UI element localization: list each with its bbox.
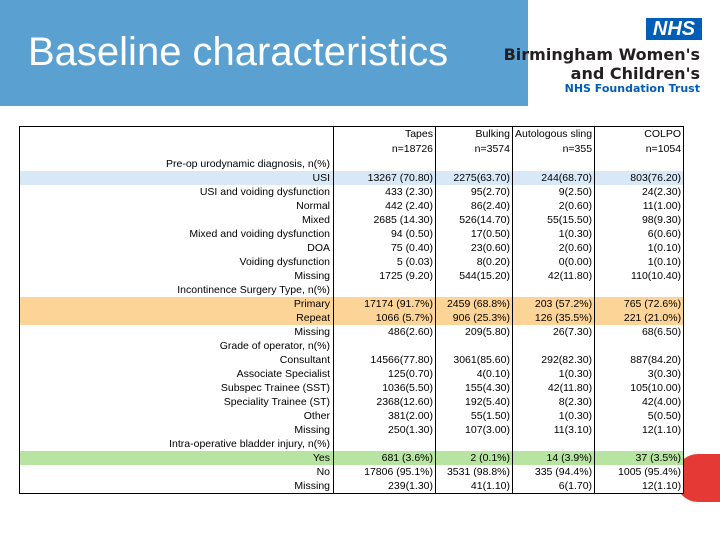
table-cell: 2(0.60) [513, 199, 595, 213]
table-n-row [20, 142, 684, 157]
row-label: Other [20, 409, 334, 423]
row-label: Subspec Trainee (SST) [20, 381, 334, 395]
column-n: n=1054 [595, 142, 684, 157]
row-label: Primary [20, 297, 334, 311]
table-cell: 17806 (95.1%) [334, 465, 436, 479]
table-cell: 544(15.20) [436, 269, 513, 283]
table-row [20, 283, 684, 297]
table-cell: 1066 (5.7%) [334, 311, 436, 325]
row-label: Missing [20, 479, 334, 494]
table-cell: 1(0.30) [513, 409, 595, 423]
table-cell: 4(0.10) [436, 367, 513, 381]
table-header-row [20, 127, 684, 143]
table-cell [334, 437, 436, 451]
table-cell: 12(1.10) [595, 479, 684, 494]
table-cell: 803(76.20) [595, 171, 684, 185]
table-cell: 486(2.60) [334, 325, 436, 339]
logo-line-3: NHS Foundation Trust [564, 82, 700, 95]
table-cell: 68(6.50) [595, 325, 684, 339]
nhs-logo-icon: NHS [646, 18, 702, 40]
table-cell: 42(11.80) [513, 269, 595, 283]
table-cell [436, 157, 513, 171]
table-row [20, 213, 684, 227]
row-label: Mixed and voiding dysfunction [20, 227, 334, 241]
table-cell: 110(10.40) [595, 269, 684, 283]
table-row [20, 171, 684, 185]
column-n: n=355 [513, 142, 595, 157]
row-label: Missing [20, 269, 334, 283]
column-n: n=18726 [334, 142, 436, 157]
title-band [0, 0, 528, 106]
table-cell [436, 437, 513, 451]
table-cell: 14 (3.9%) [513, 451, 595, 465]
table-cell: 526(14.70) [436, 213, 513, 227]
row-label: Speciality Trainee (ST) [20, 395, 334, 409]
column-header: COLPO [595, 127, 684, 143]
table-cell: 98(9.30) [595, 213, 684, 227]
logo-line-2: and Children's [570, 64, 700, 83]
table-cell [334, 157, 436, 171]
table-cell: 0(0.00) [513, 255, 595, 269]
table-cell: 86(2.40) [436, 199, 513, 213]
table-cell: 11(3.10) [513, 423, 595, 437]
table-cell [513, 283, 595, 297]
table-cell: 887(84.20) [595, 353, 684, 367]
table-cell: 37 (3.5%) [595, 451, 684, 465]
table-row [20, 269, 684, 283]
table-cell: 906 (25.3%) [436, 311, 513, 325]
table-cell: 75 (0.40) [334, 241, 436, 255]
table-cell: 3061(85.60) [436, 353, 513, 367]
table-cell: 24(2.30) [595, 185, 684, 199]
table-cell: 433 (2.30) [334, 185, 436, 199]
table-cell: 2459 (68.8%) [436, 297, 513, 311]
row-label: Consultant [20, 353, 334, 367]
header-empty-cell [20, 127, 334, 143]
table-cell: 55(1.50) [436, 409, 513, 423]
row-label: Missing [20, 325, 334, 339]
table-row [20, 325, 684, 339]
row-label: USI and voiding dysfunction [20, 185, 334, 199]
table-cell: 5 (0.03) [334, 255, 436, 269]
column-header: Autologous sling [513, 127, 595, 143]
table-cell [436, 283, 513, 297]
table-row [20, 185, 684, 199]
table-row [20, 451, 684, 465]
table-cell: 335 (94.4%) [513, 465, 595, 479]
table-cell: 95(2.70) [436, 185, 513, 199]
table-cell: 13267 (70.80) [334, 171, 436, 185]
table-cell [595, 339, 684, 353]
table-cell: 42(4.00) [595, 395, 684, 409]
table-cell: 41(1.10) [436, 479, 513, 494]
row-label: No [20, 465, 334, 479]
table-cell: 42(11.80) [513, 381, 595, 395]
table-cell: 126 (35.5%) [513, 311, 595, 325]
table-cell: 2 (0.1%) [436, 451, 513, 465]
table-cell: 6(0.60) [595, 227, 684, 241]
table-cell: 105(10.00) [595, 381, 684, 395]
slide-title: Baseline characteristics [28, 30, 449, 74]
table-row [20, 199, 684, 213]
table-cell: 8(2.30) [513, 395, 595, 409]
table-cell: 17174 (91.7%) [334, 297, 436, 311]
row-label: Repeat [20, 311, 334, 325]
row-label: Voiding dysfunction [20, 255, 334, 269]
table-cell: 3(0.30) [595, 367, 684, 381]
row-label: Associate Specialist [20, 367, 334, 381]
table-cell: 12(1.10) [595, 423, 684, 437]
table-cell: 1(0.30) [513, 367, 595, 381]
table-cell: 209(5.80) [436, 325, 513, 339]
table-row [20, 423, 684, 437]
table-cell: 9(2.50) [513, 185, 595, 199]
table-cell: 1725 (9.20) [334, 269, 436, 283]
table-cell: 55(15.50) [513, 213, 595, 227]
table-body [20, 127, 684, 494]
table-cell: 5(0.50) [595, 409, 684, 423]
table-cell [595, 437, 684, 451]
logo-line-1: Birmingham Women's [503, 45, 700, 64]
table-cell: 125(0.70) [334, 367, 436, 381]
row-label: Missing [20, 423, 334, 437]
column-header: Tapes [334, 127, 436, 143]
table-cell: 14566(77.80) [334, 353, 436, 367]
table-cell: 250(1.30) [334, 423, 436, 437]
row-label: DOA [20, 241, 334, 255]
baseline-table-container [19, 126, 684, 494]
table-row [20, 311, 684, 325]
table-cell [334, 283, 436, 297]
table-cell: 381(2.00) [334, 409, 436, 423]
table-cell: 765 (72.6%) [595, 297, 684, 311]
table-cell: 203 (57.2%) [513, 297, 595, 311]
table-cell [436, 339, 513, 353]
row-label: Pre-op urodynamic diagnosis, n(%) [20, 157, 334, 171]
row-label: Normal [20, 199, 334, 213]
table-row [20, 353, 684, 367]
table-cell: 11(1.00) [595, 199, 684, 213]
table-cell [595, 283, 684, 297]
table-cell: 1(0.10) [595, 255, 684, 269]
table-cell: 94 (0.50) [334, 227, 436, 241]
table-cell: 2368(12.60) [334, 395, 436, 409]
table-cell [513, 157, 595, 171]
table-cell: 239(1.30) [334, 479, 436, 494]
table-cell: 681 (3.6%) [334, 451, 436, 465]
table-row [20, 297, 684, 311]
table-row [20, 395, 684, 409]
table-row [20, 409, 684, 423]
row-label: Mixed [20, 213, 334, 227]
table-cell: 221 (21.0%) [595, 311, 684, 325]
table-cell: 2275(63.70) [436, 171, 513, 185]
table-cell: 442 (2.40) [334, 199, 436, 213]
table-row [20, 465, 684, 479]
baseline-table [19, 126, 684, 494]
table-cell: 23(0.60) [436, 241, 513, 255]
table-cell: 2(0.60) [513, 241, 595, 255]
table-cell: 1(0.30) [513, 227, 595, 241]
table-row [20, 479, 684, 494]
slide-header [0, 0, 720, 106]
table-row [20, 381, 684, 395]
row-label: USI [20, 171, 334, 185]
column-n: n=3574 [436, 142, 513, 157]
table-cell [513, 339, 595, 353]
table-row [20, 367, 684, 381]
table-cell: 1(0.10) [595, 241, 684, 255]
table-cell [513, 437, 595, 451]
table-row [20, 227, 684, 241]
table-cell [334, 339, 436, 353]
table-cell [595, 157, 684, 171]
row-label: Incontinence Surgery Type, n(%) [20, 283, 334, 297]
table-cell: 107(3.00) [436, 423, 513, 437]
column-header: Bulking [436, 127, 513, 143]
table-cell: 6(1.70) [513, 479, 595, 494]
row-label: Intra-operative bladder injury, n(%) [20, 437, 334, 451]
table-cell: 244(68.70) [513, 171, 595, 185]
row-label: Yes [20, 451, 334, 465]
table-cell: 192(5.40) [436, 395, 513, 409]
row-label: Grade of operator, n(%) [20, 339, 334, 353]
table-cell: 17(0.50) [436, 227, 513, 241]
table-cell: 2685 (14.30) [334, 213, 436, 227]
table-row [20, 437, 684, 451]
table-row [20, 241, 684, 255]
table-cell: 1036(5.50) [334, 381, 436, 395]
table-cell: 292(82.30) [513, 353, 595, 367]
table-cell: 3531 (98.8%) [436, 465, 513, 479]
table-row [20, 339, 684, 353]
table-cell: 1005 (95.4%) [595, 465, 684, 479]
table-row [20, 255, 684, 269]
table-cell: 8(0.20) [436, 255, 513, 269]
table-cell: 26(7.30) [513, 325, 595, 339]
table-row [20, 157, 684, 171]
table-cell: 155(4.30) [436, 381, 513, 395]
n-empty-cell [20, 142, 334, 157]
trust-logo [503, 14, 716, 95]
